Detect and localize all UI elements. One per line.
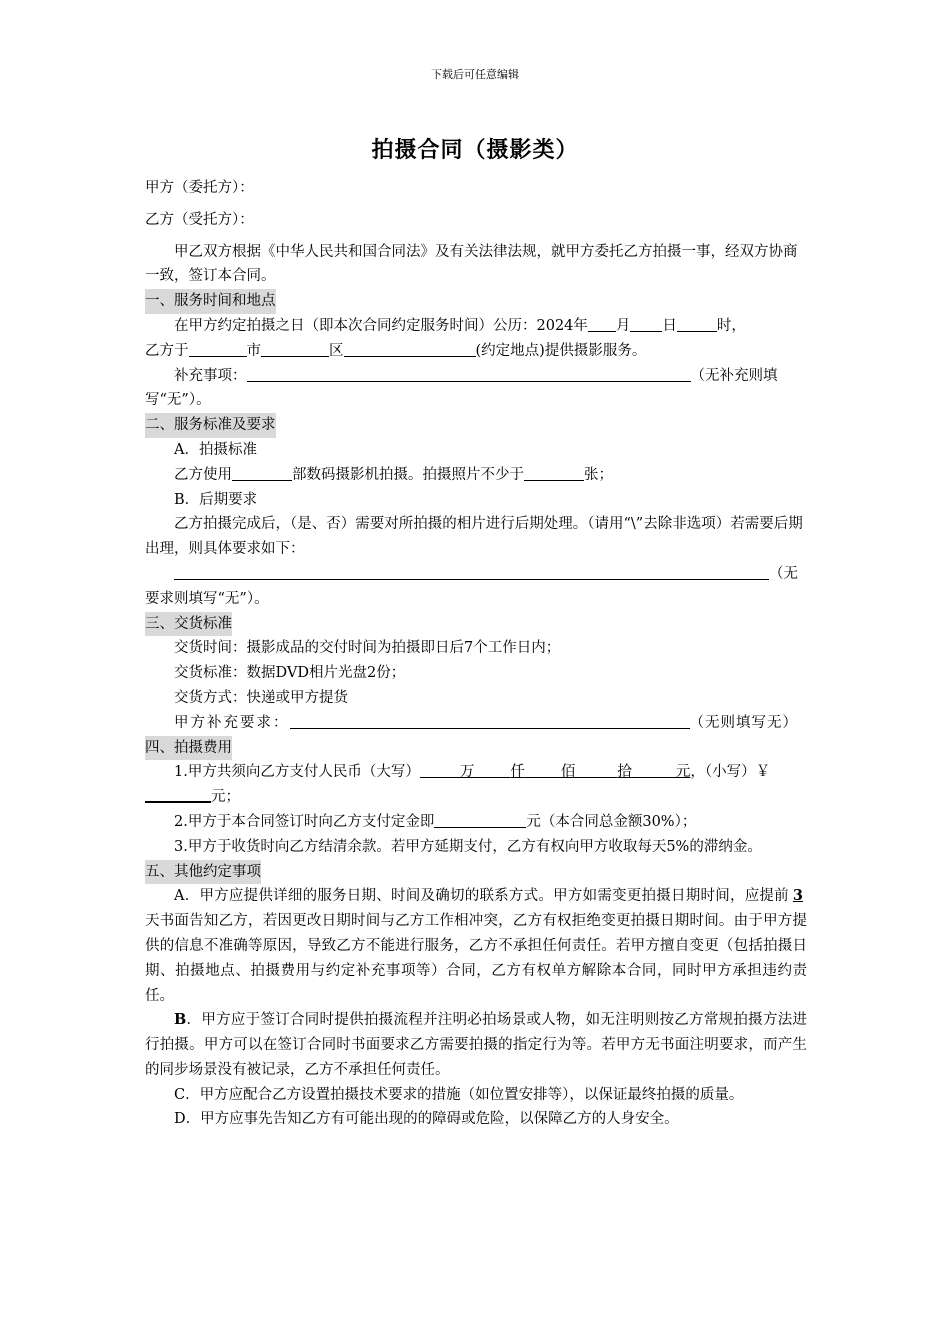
bai-blank[interactable] [525, 761, 561, 778]
deposit-blank[interactable] [434, 811, 526, 828]
contract-title: 拍摄合同（摄影类） [371, 138, 579, 163]
deposit-line: 2.甲方于本合同签订时向乙方支付定金即 元（本合同总金额30%）； [145, 810, 807, 835]
camera-count-blank[interactable] [232, 464, 292, 481]
section-heading: 一、服务时间和地点 [145, 289, 276, 314]
fee-total-line: 1.甲方共须向乙方支付人民币（大写） 万 仟 佰 拾 元，（小写）￥元； [145, 760, 807, 810]
party-a-line: 甲方（委托方）： [145, 180, 254, 196]
section-1 [145, 289, 807, 314]
notice-days: 3 [792, 887, 803, 905]
delivery-standard: 交货标准：数据DVD相片光盘2份； [174, 665, 406, 682]
section-2 [145, 413, 807, 438]
hour-blank[interactable] [677, 315, 717, 332]
supplement-blank[interactable] [247, 365, 691, 382]
place-blank[interactable] [344, 340, 476, 357]
section-4 [145, 736, 807, 761]
party-b-line: 乙方（受托方）： [145, 211, 254, 228]
contract-body [145, 176, 807, 1132]
section-heading: 五、其他约定事项 [145, 860, 261, 885]
requirements-blank[interactable] [174, 563, 769, 580]
standard-a-heading: A．拍摄标准 [174, 441, 257, 458]
yuan-blank[interactable] [632, 761, 676, 778]
delivery-method: 交货方式：快递或甲方提货 [174, 689, 348, 706]
section-heading: 二、服务标准及要求 [145, 413, 276, 438]
clause-c: C．甲方应配合乙方设置拍摄技术要求的措施（如位置安排等），以保证最终拍摄的质量。 [174, 1086, 744, 1103]
clause-d: D．甲方应事先告知乙方有可能出现的的障碍或危险，以保障乙方的人身安全。 [174, 1111, 679, 1128]
service-place-line: 乙方于 市 区 (约定地点)提供摄影服务。 [145, 339, 807, 364]
standard-b-heading: B．后期要求 [174, 491, 258, 508]
qian-blank[interactable] [474, 761, 510, 778]
section-5 [145, 860, 807, 885]
city-blank[interactable] [189, 340, 247, 357]
section-heading: 三、交货标准 [145, 612, 232, 637]
camera-line: 乙方使用 部数码摄影机拍摄。拍摄照片不少于 张； [145, 463, 807, 488]
balance-line: 3.甲方于收货时向乙方结清余款。若甲方延期支付，乙方有权向甲方收取每天5%的滞纳金。 [174, 838, 762, 855]
photo-count-blank[interactable] [524, 464, 584, 481]
district-blank[interactable] [261, 340, 329, 357]
section-heading: 四、拍摄费用 [145, 736, 232, 761]
clause-b: B．甲方应于签订合同时提供拍摄流程并注明必拍场景或人物，如无注明则按乙方常规拍摄方法进行拍摄。甲方可以在签订合同时书面要求乙方需要拍摄的指定行为等。若甲方无书面注明要求，而产生的同步场景没有被记录，乙方不承担任何责任。 [145, 1011, 807, 1078]
month-blank[interactable] [630, 315, 662, 332]
supplement-line: 补充事项： （无补充则填写“无”）。 [145, 364, 807, 414]
year-blank[interactable] [588, 315, 616, 332]
extra-requirements-blank[interactable] [290, 712, 690, 729]
delivery-time: 交货时间：摄影成品的交付时间为拍摄即日后7个工作日内； [174, 640, 561, 657]
clause-a: A．甲方应提供详细的服务日期、时间及确切的联系方式。甲方如需变更拍摄日期时间，应提前 3天书面告知乙方，若因更改日期时间与乙方工作相冲突，乙方有权拒绝变更拍摄日期时间。由于甲方提供的信息不准确等原因，导致乙方不能进行服务，乙方不承担任何责任。若甲方擅自变更（包括拍摄日期、拍摄地点、拍摄费用与约定补充事项等）合同，乙方有权单方解除本合同，同时甲方承担违约责任。 [145, 887, 807, 1004]
page-header: 下载后可任意编辑 [431, 68, 519, 81]
service-time-line: 在甲方约定拍摄之日（即本次合同约定服务时间）公历：2024年 月 日 时， [145, 314, 807, 339]
section-3 [145, 612, 807, 637]
wan-blank[interactable] [420, 761, 460, 778]
party-a-extra-line: 甲方补充要求： （无则填写无） [145, 711, 807, 736]
post-process-requirements: （无要求则填写“无”）。 [145, 562, 807, 612]
post-process-paragraph: 乙方拍摄完成后，（是、否）需要对所拍摄的相片进行后期处理。（请用“\”去除非选项）若需要后期出理，则具体要求如下： [145, 516, 803, 558]
intro-paragraph: 甲乙双方根据《中华人民共和国合同法》及有关法律法规，就甲方委托乙方拍摄一事，经双方协商一致，签订本合同。 [145, 243, 798, 285]
amount-figures-blank[interactable] [145, 785, 211, 803]
shi-blank[interactable] [575, 761, 617, 778]
